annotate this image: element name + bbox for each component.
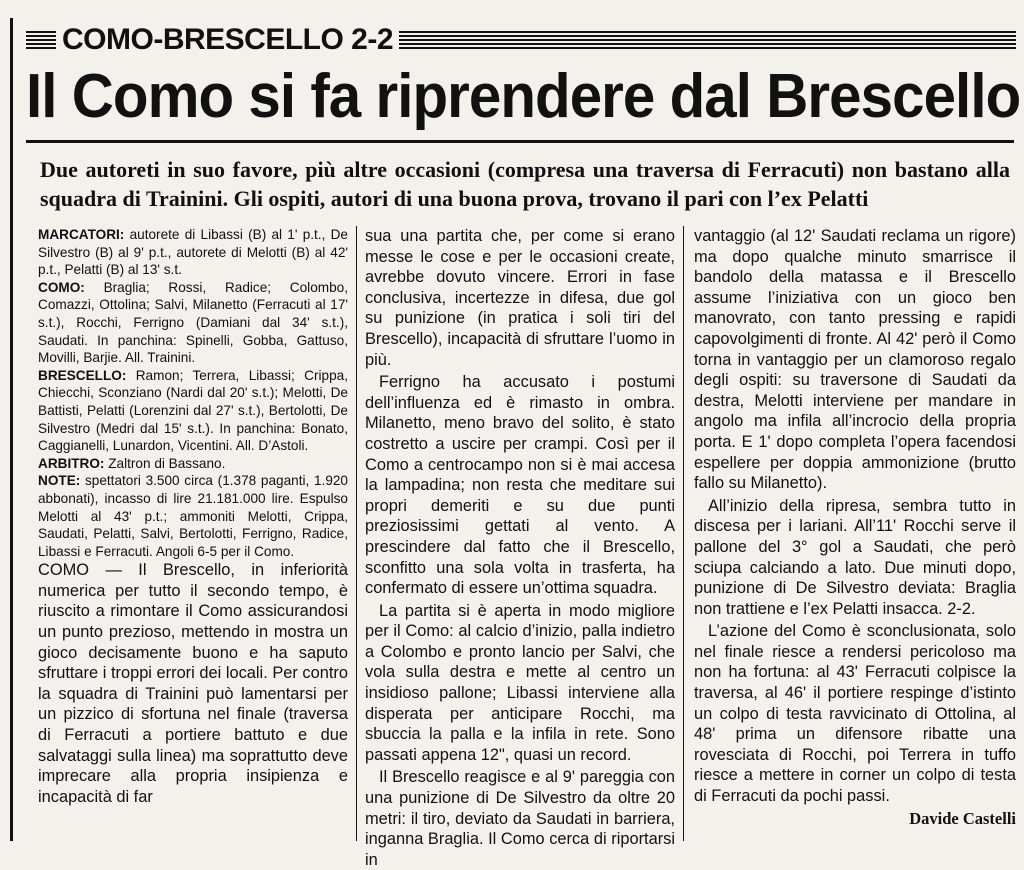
info-label: COMO:	[38, 279, 85, 295]
info-label: BRESCELLO:	[38, 367, 127, 383]
info-text: spettatori 3.500 circa (1.378 paganti, 1.920 abbonati), incasso di lire 21.181.000 lire. Espulso Melotti al 43' p.t.; ammoniti Melotti, Crippa, Saudati, Pelatti, Salvi, Bertolotti, Ferrigno, Radice, Libassi e Ferracuti. Angoli 6-5 per il Como.	[38, 473, 348, 559]
left-column-rule	[10, 18, 13, 841]
deck: Due autoreti in suo favore, più altre occasioni (compresa una traversa di Ferracuti) non bastano alla squadra di Trainini. Gli ospiti, autori di una buona prova, trovano il pari con l’ex Pelatti	[40, 157, 1010, 211]
kicker-rule-left	[26, 31, 56, 49]
headline-rule	[26, 140, 1014, 143]
info-text: Zaltron di Bassano.	[104, 455, 226, 471]
kicker: COMO-BRESCELLO 2-2	[62, 23, 394, 56]
byline: Davide Castelli	[909, 808, 1016, 828]
kicker-rule-right	[399, 31, 1016, 49]
body-paragraph: L’azione del Como è sconclusionata, solo nel finale riesce a rendersi pericoloso ma non ha fortuna: al 43' Ferracuti colpisce la traversa, al 46' il portiere respinge d’istinto un colpo di testa ravvicinato di Ottolina, al 48' prima un difensore ribatte una rovesciata di Rocchi, poi Terrera in tuffo riesce a mettere in corner un colpo di testa di Ferracuti da pochi passi.	[694, 622, 1016, 806]
body-paragraph: All’inizio della ripresa, sembra tutto in discesa per i lariani. All’11' Rocchi serve il pallone del 3° gol a Saudati, che però sciupa calciando a lato. Due minuti dopo, punizione di De Silvestro deviata: Braglia non trattiene e l’ex Pelatti insacca. 2-2.	[694, 496, 1016, 618]
column-3	[684, 226, 1016, 841]
body-paragraph: vantaggio (al 12' Saudati reclama un rigore) ma dopo qualche minuto smarrisce il bandolo della matassa e il Brescello assume l’iniziativa con un gioco ben manovrato, con tanto pressing e rapidi capovolgimenti di fronte. Al 42' però il Como torna in vantaggio per un clamoroso regalo degli ospiti: su traversone di Saudati da destra, Melotti interviene per mandare in angolo ma infila all’incrocio della propria porta. E 1' dopo completa l’opera facendosi espellere per doppia ammonizione (brutto fallo su Milanetto).	[694, 227, 1016, 493]
info-label: ARBITRO:	[38, 455, 105, 471]
info-arbitro	[38, 455, 348, 473]
column-1	[38, 226, 356, 841]
body-paragraph: Ferrigno ha accusato i postumi dell’influenza ed è rimasto in ombra. Milanetto, meno bravo del solito, è stato costretto a uscire per crampi. Così per il Como a centrocampo non si è mai accesa la lampadina; non resta che meditare sui propri demeriti e su due punti preziosissimi gettati al vento. A prescindere dal fatto che il Brescello, sconfitto una sola volta in trasferta, ha confermato di essere un’ottima squadra.	[365, 373, 675, 598]
body-paragraph: COMO — Il Brescello, in inferiorità numerica per tutto il secondo tempo, è riuscito a rimontare il Como assicurandosi un punto prezioso, mettendo in mostra un gioco decisamente buono e ha saputo sfruttare i troppi errori dei locali. Per contro la squadra di Trainini può lamentarsi per un pizzico di sfortuna nel finale (traversa di Ferracuti a portiere battuto e due salvataggi sulla linea) ma soprattutto deve imprecare alla propria insipienza e incapacità di far	[38, 561, 348, 806]
info-brescello	[38, 367, 348, 455]
column-2	[356, 226, 684, 869]
body-paragraph: Il Brescello reagisce e al 9' pareggia con una punizione di De Silvestro da oltre 20 metri: il tiro, deviato da Saudati in barriera, inganna Braglia. Il Como cerca di riportarsi in	[365, 768, 675, 869]
info-text: autorete di Libassi (B) al 1' p.t., De Silvestro (B) al 9' p.t., autorete di Melotti (B) al 42' p.t., Pelatti (B) al 13' s.t.	[38, 227, 348, 278]
info-label: MARCATORI:	[38, 227, 125, 242]
info-marcatori	[38, 226, 348, 279]
info-note	[38, 472, 348, 560]
body-paragraph: sua una partita che, per come si erano messe le cose e per le occasioni create, avrebbe dovuto vincere. Errori in fase conclusiva, incertezze in difesa, due gol su punizione (in pratica i soli tiri del Brescello), incapacità di sfruttare l’uomo in più.	[365, 227, 675, 369]
article-columns	[38, 226, 1016, 869]
info-text: Ramon; Terrera, Libassi; Crippa, Chiecchi, Sconziano (Nardi dal 20' s.t.); Melotti, De Battisti, Pelatti (Lorenzini dal 27' s.t.), Bertolotti, De Silvestro (Medri dal 15' s.t.). In panchina: Bonato, Caggianelli, Lunardon, Vicentini. All. D’Astoli.	[38, 367, 348, 454]
headline: Il Como si fa riprendere dal Brescello	[26, 62, 1021, 131]
info-label: NOTE:	[38, 473, 81, 489]
info-text: Braglia; Rossi, Radice; Colombo, Comazzi, Ottolina; Salvi, Milanetto (Ferracuti al 17' s.t.), Rocchi, Ferrigno (Damiani dal 34' s.t.), Saudati. In panchina: Spinelli, Gobba, Gattuso, Movilli, Barjie. All. Trainini.	[38, 279, 348, 366]
info-como	[38, 279, 348, 367]
body-paragraph: La partita si è aperta in modo migliore per il Como: al calcio d’inizio, palla indietro a Colombo e pronto lancio per Salvi, che vola sulla destra e mette al centro un insidioso pallone; Libassi interviene alla disperata per anticipare Rocchi, ma sbuccia la palla e la infila in rete. Sono passati appena 12", quasi un record.	[365, 601, 675, 764]
kicker-row	[26, 22, 1016, 58]
